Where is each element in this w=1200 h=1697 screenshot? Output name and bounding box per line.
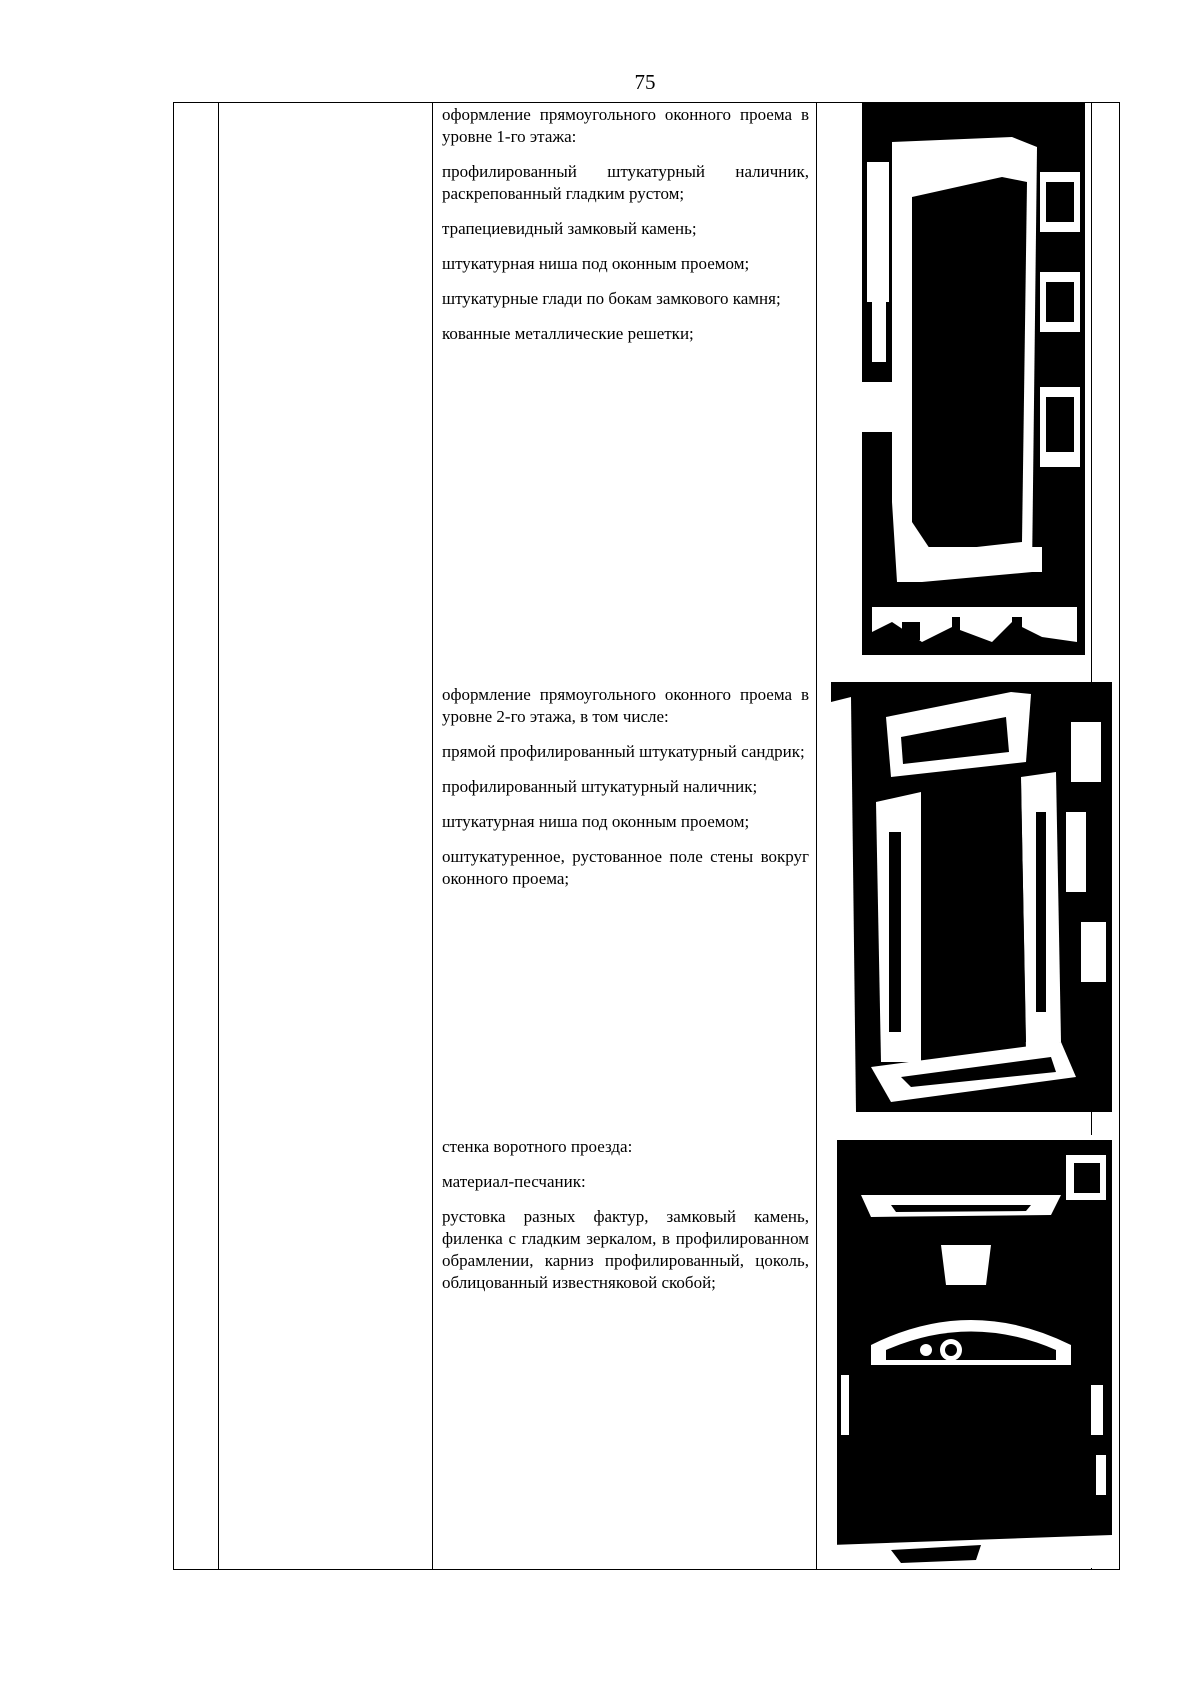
paragraph: трапециевидный замковый камень; bbox=[442, 219, 697, 238]
photo-window-first-floor bbox=[862, 102, 1085, 655]
paragraph: профилированный штукатурный наличник; bbox=[442, 777, 758, 796]
paragraph: кованные металлические решетки; bbox=[442, 324, 694, 343]
section-3-text bbox=[442, 1136, 809, 1307]
paragraph: рустовка разных фактур, замковый камень, филенка с гладким зеркалом, в профилированном обрамлении, карниз профилированный, цоколь, облицованный известняковой скобой; bbox=[442, 1207, 809, 1292]
paragraph: оформление прямоугольного оконного проема в уровне 2-го этажа, в том числе: bbox=[442, 685, 809, 726]
paragraph: оштукатуренное, рустованное поле стены вокруг оконного проема; bbox=[442, 847, 809, 888]
paragraph: материал-песчаник: bbox=[442, 1172, 586, 1191]
paragraph: штукатурные глади по бокам замкового камня; bbox=[442, 289, 781, 308]
photo-window-second-floor bbox=[831, 682, 1112, 1112]
section-1-text bbox=[442, 104, 809, 358]
photo-gate-passage-wall bbox=[831, 1135, 1112, 1568]
page-number: 75 bbox=[634, 70, 656, 94]
paragraph: штукатурная ниша под оконным проемом; bbox=[442, 254, 750, 273]
paragraph: штукатурная ниша под оконным проемом; bbox=[442, 812, 750, 831]
paragraph: стенка воротного проезда: bbox=[442, 1137, 633, 1156]
paragraph: прямой профилированный штукатурный сандрик; bbox=[442, 742, 805, 761]
section-2-text bbox=[442, 684, 809, 903]
paragraph: оформление прямоугольного оконного проема в уровне 1-го этажа: bbox=[442, 105, 809, 146]
column-divider bbox=[816, 103, 817, 1569]
column-divider bbox=[432, 103, 433, 1569]
paragraph: профилированный штукатурный наличник, раскрепованный гладким рустом; bbox=[442, 162, 809, 203]
column-divider bbox=[218, 103, 219, 1569]
